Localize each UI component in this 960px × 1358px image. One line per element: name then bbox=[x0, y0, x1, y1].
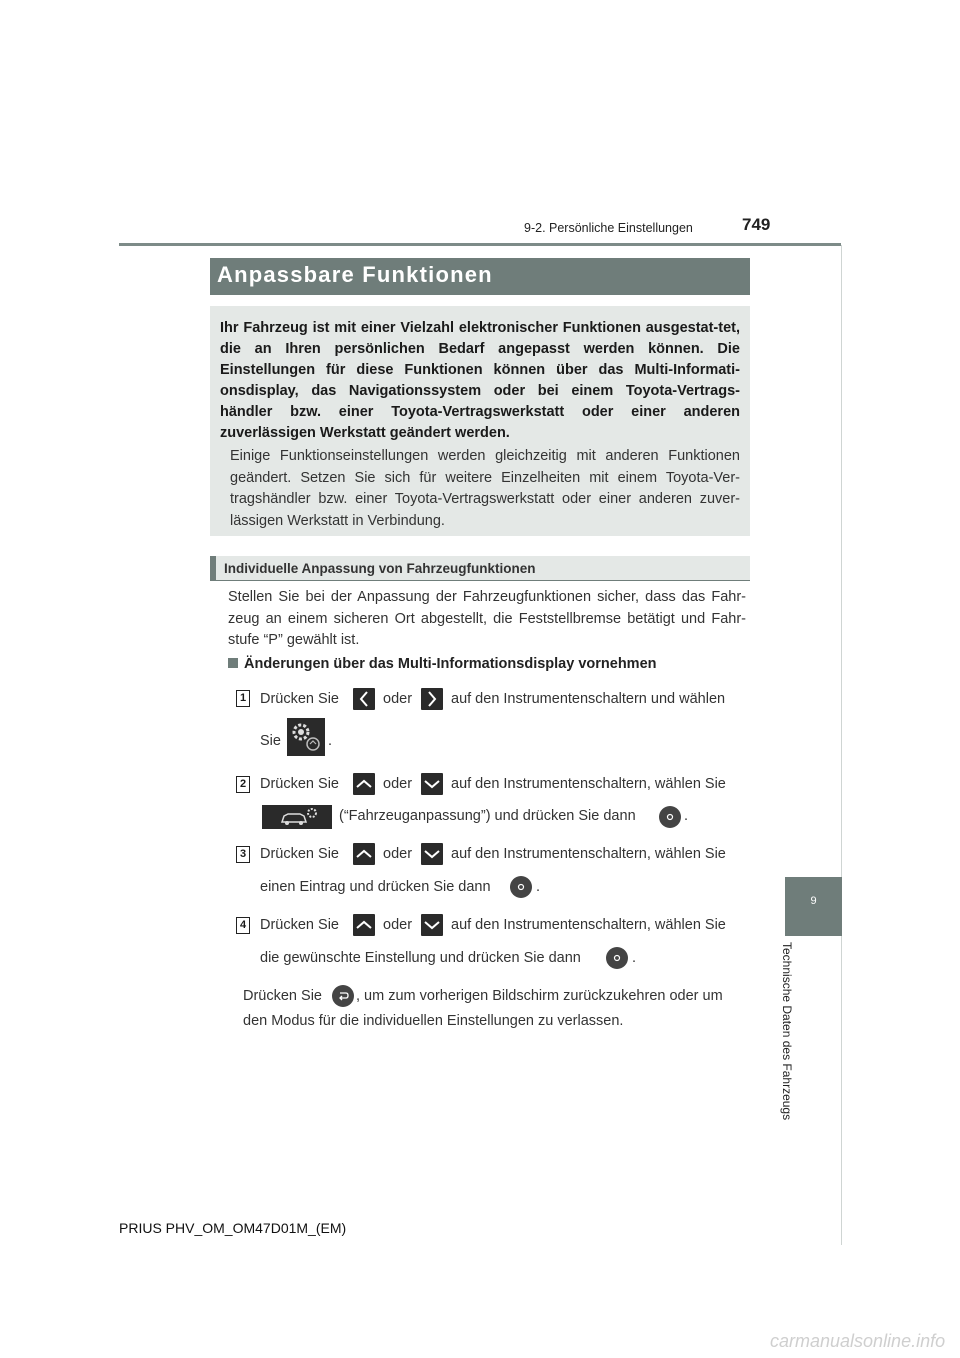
step-text: Drücken Sie bbox=[260, 917, 339, 933]
page-title-bar bbox=[210, 258, 750, 295]
step-text: Drücken Sie bbox=[260, 846, 339, 862]
arrow-up-icon bbox=[353, 914, 375, 936]
back-button-icon bbox=[332, 985, 354, 1007]
back-instruction-text: Drücken Sie bbox=[243, 988, 322, 1004]
step-text: die gewünschte Einstellung und drücken Sie dann bbox=[260, 950, 581, 966]
page-number: 749 bbox=[742, 215, 771, 234]
arrow-up-icon bbox=[353, 843, 375, 865]
step-text: oder bbox=[383, 776, 413, 792]
arrow-right-icon bbox=[421, 688, 443, 710]
intro-box bbox=[210, 306, 750, 536]
step-text: . bbox=[328, 733, 333, 749]
arrow-left-icon bbox=[353, 688, 375, 710]
subheading-bar bbox=[210, 556, 750, 581]
bullet-heading-text: Änderungen über das Multi-Informationsdisplay vornehmen bbox=[244, 656, 657, 672]
chapter-tab bbox=[785, 877, 842, 936]
step-text: oder bbox=[383, 691, 413, 707]
step-text: auf den Instrumentenschaltern, wählen Sie bbox=[451, 776, 726, 792]
subheading: Individuelle Anpassung von Fahrzeugfunktionen bbox=[224, 561, 536, 576]
step-text: einen Eintrag und drücken Sie dann bbox=[260, 879, 491, 895]
step-number: 2 bbox=[236, 776, 250, 793]
arrow-down-icon bbox=[421, 773, 443, 795]
chapter-title: Technische Daten des Fahrzeugs bbox=[780, 942, 794, 1121]
step-text: oder bbox=[383, 846, 413, 862]
step-number: 4 bbox=[236, 917, 250, 934]
document-code: PRIUS PHV_OM_OM47D01M_(EM) bbox=[119, 1220, 347, 1236]
step-text: auf den Instrumentenschaltern und wählen bbox=[451, 691, 726, 707]
page-title: Anpassbare Funktionen bbox=[217, 262, 493, 287]
back-instruction-text: , um zum vorherigen Bildschirm zurückzukehren oder um bbox=[356, 988, 723, 1004]
section-header: 9-2. Persönliche Einstellungen bbox=[524, 221, 693, 235]
step-text: auf den Instrumentenschaltern, wählen Sie bbox=[451, 846, 726, 862]
step-text: Drücken Sie bbox=[260, 691, 339, 707]
step-text: . bbox=[684, 808, 689, 824]
subheading-accent bbox=[210, 556, 216, 581]
watermark: carmanualsonline.info bbox=[770, 1331, 946, 1351]
intro-note-text: Einige Funktionseinstellungen werden gleichzeitig mit anderen Funktionen geändert. Setzen Sie sich für weitere Einzelheiten mit einem Toyota-Ver-tragshändler bzw. einer Toyota-Vertragswerkstatt oder einer anderen zuver-lässigen Werkstatt in Verbindung. bbox=[230, 448, 740, 529]
square-bullet-icon bbox=[228, 658, 238, 668]
intro-bold-text: Ihr Fahrzeug ist mit einer Vielzahl elektronischer Funktionen ausgestat-tet, die an Ihren persönlichen Bedarf angepasst werden können. Die Einstellungen für diese Funktionen können über das Multi-Informati-onsdisplay, das Navigationssystem oder bei einem Toyota-Vertrags-händler bzw. einer Toyota-Vertragswerkstatt oder einer anderen zuverlässigen Werkstatt geändert werden. bbox=[220, 320, 740, 441]
arrow-up-icon bbox=[353, 773, 375, 795]
step-text: auf den Instrumentenschaltern, wählen Sie bbox=[451, 917, 726, 933]
bullet-heading bbox=[228, 656, 657, 672]
chapter-title-vertical bbox=[773, 942, 813, 1142]
ok-button-icon bbox=[659, 806, 681, 828]
step-text: Sie bbox=[260, 733, 281, 749]
step-text: Drücken Sie bbox=[260, 776, 339, 792]
step-number: 1 bbox=[236, 690, 250, 707]
step-number: 3 bbox=[236, 846, 250, 863]
safety-paragraph: Stellen Sie bei der Anpassung der Fahrzeugfunktionen sicher, dass das Fahr-zeug an einem sicheren Ort abgestellt, die Feststellbremse betätigt und Fahr-stufe “P” gewählt ist. bbox=[228, 589, 746, 648]
back-instruction-text: den Modus für die individuellen Einstellungen zu verlassen. bbox=[243, 1013, 624, 1029]
step-text: oder bbox=[383, 917, 413, 933]
step-text: . bbox=[632, 950, 637, 966]
step-text: (“Fahrzeuganpassung”) und drücken Sie dann bbox=[339, 808, 636, 824]
header-divider bbox=[119, 243, 841, 246]
arrow-down-icon bbox=[421, 914, 443, 936]
arrow-down-icon bbox=[421, 843, 443, 865]
chapter-number: 9 bbox=[810, 895, 817, 907]
settings-gear-icon bbox=[287, 718, 325, 756]
step-text: . bbox=[536, 879, 541, 895]
vehicle-customization-icon bbox=[262, 805, 332, 829]
side-divider bbox=[841, 245, 842, 1245]
ok-button-icon bbox=[510, 876, 532, 898]
ok-button-icon bbox=[606, 947, 628, 969]
